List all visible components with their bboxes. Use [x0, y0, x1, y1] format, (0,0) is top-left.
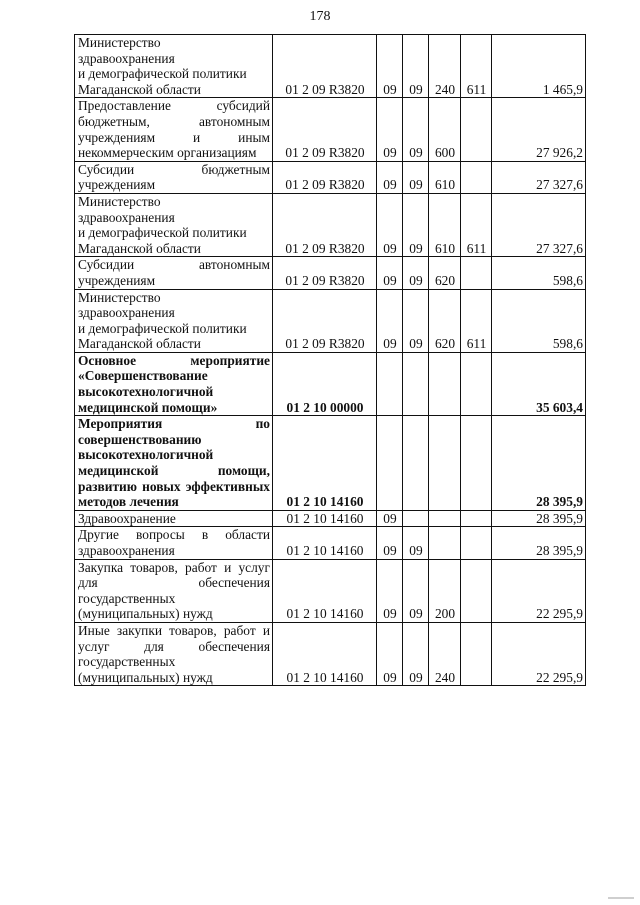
row-expense-type: 610 [429, 161, 461, 193]
row-name: Субсидии автономным учреждениям [75, 257, 273, 289]
table-row [75, 416, 586, 511]
row-amount: 27 327,6 [492, 161, 586, 193]
row-subsection: 09 [403, 35, 429, 98]
row-name: Министерство здравоохранения и демографической политики Магаданской области [75, 289, 273, 352]
row-admin-code [461, 527, 492, 559]
row-subsection [403, 510, 429, 527]
row-target-code: 01 2 10 14160 [273, 510, 377, 527]
row-admin-code: 611 [461, 289, 492, 352]
row-admin-code [461, 257, 492, 289]
row-section: 09 [377, 35, 403, 98]
row-amount: 598,6 [492, 257, 586, 289]
row-expense-type: 620 [429, 289, 461, 352]
row-target-code: 01 2 10 14160 [273, 527, 377, 559]
row-amount: 598,6 [492, 289, 586, 352]
row-target-code: 01 2 09 R3820 [273, 289, 377, 352]
row-expense-type [429, 352, 461, 415]
row-expense-type: 240 [429, 35, 461, 98]
table-row [75, 98, 586, 161]
row-expense-type: 200 [429, 559, 461, 622]
row-name: Здравоохранение [75, 510, 273, 527]
table-row [75, 35, 586, 98]
row-admin-code [461, 352, 492, 415]
row-subsection [403, 416, 429, 511]
row-section [377, 416, 403, 511]
row-section: 09 [377, 559, 403, 622]
row-name: Министерство здравоохранения и демографической политики Магаданской области [75, 193, 273, 256]
row-section: 09 [377, 257, 403, 289]
row-admin-code [461, 510, 492, 527]
row-subsection: 09 [403, 289, 429, 352]
row-section: 09 [377, 98, 403, 161]
row-subsection: 09 [403, 257, 429, 289]
row-target-code: 01 2 10 14160 [273, 559, 377, 622]
table-row [75, 527, 586, 559]
row-subsection: 09 [403, 527, 429, 559]
table-row [75, 559, 586, 622]
row-amount: 28 395,9 [492, 510, 586, 527]
row-subsection: 09 [403, 193, 429, 256]
row-expense-type: 620 [429, 257, 461, 289]
row-admin-code [461, 98, 492, 161]
row-expense-type [429, 527, 461, 559]
table-row [75, 510, 586, 527]
row-name: Иные закупки товаров, работ и услуг для обеспечения государственных (муниципальных) нужд [75, 622, 273, 685]
row-admin-code [461, 416, 492, 511]
row-name: Другие вопросы в области здравоохранения [75, 527, 273, 559]
row-amount: 22 295,9 [492, 622, 586, 685]
table-row [75, 622, 586, 685]
row-target-code: 01 2 09 R3820 [273, 98, 377, 161]
row-amount: 27 327,6 [492, 193, 586, 256]
table-row [75, 193, 586, 256]
table-row [75, 289, 586, 352]
row-section: 09 [377, 161, 403, 193]
table-row [75, 257, 586, 289]
table-row [75, 352, 586, 415]
row-section [377, 352, 403, 415]
row-subsection: 09 [403, 161, 429, 193]
row-target-code: 01 2 09 R3820 [273, 193, 377, 256]
row-subsection: 09 [403, 622, 429, 685]
scan-mark [608, 897, 634, 899]
row-amount: 27 926,2 [492, 98, 586, 161]
row-subsection: 09 [403, 98, 429, 161]
row-name: Министерство здравоохранения и демографической политики Магаданской области [75, 35, 273, 98]
row-target-code: 01 2 10 14160 [273, 416, 377, 511]
row-admin-code: 611 [461, 35, 492, 98]
table-row [75, 161, 586, 193]
row-expense-type: 240 [429, 622, 461, 685]
row-section: 09 [377, 193, 403, 256]
row-name: Закупка товаров, работ и услуг для обеспечения государственных (муниципальных) нужд [75, 559, 273, 622]
row-target-code: 01 2 10 00000 [273, 352, 377, 415]
row-amount: 28 395,9 [492, 416, 586, 511]
row-target-code: 01 2 09 R3820 [273, 161, 377, 193]
row-expense-type: 610 [429, 193, 461, 256]
row-section: 09 [377, 622, 403, 685]
row-name: Основное мероприятие «Совершенствование высокотехнологичной медицинской помощи» [75, 352, 273, 415]
row-name: Мероприятия по совершенствованию высокотехнологичной медицинской помощи, развитию новых эффективных методов лечения [75, 416, 273, 511]
row-expense-type [429, 510, 461, 527]
page-number: 178 [309, 9, 331, 24]
row-section: 09 [377, 510, 403, 527]
row-admin-code [461, 559, 492, 622]
row-section: 09 [377, 527, 403, 559]
row-subsection [403, 352, 429, 415]
row-admin-code: 611 [461, 193, 492, 256]
row-target-code: 01 2 09 R3820 [273, 257, 377, 289]
row-amount: 1 465,9 [492, 35, 586, 98]
row-amount: 22 295,9 [492, 559, 586, 622]
row-amount: 28 395,9 [492, 527, 586, 559]
row-expense-type: 600 [429, 98, 461, 161]
row-admin-code [461, 622, 492, 685]
row-amount: 35 603,4 [492, 352, 586, 415]
row-subsection: 09 [403, 559, 429, 622]
row-expense-type [429, 416, 461, 511]
row-name: Субсидии бюджетным учреждениям [75, 161, 273, 193]
row-target-code: 01 2 09 R3820 [273, 35, 377, 98]
row-admin-code [461, 161, 492, 193]
row-section: 09 [377, 289, 403, 352]
row-target-code: 01 2 10 14160 [273, 622, 377, 685]
row-name: Предоставление субсидий бюджетным, автономным учреждениям и иным некоммерческим организациям [75, 98, 273, 161]
budget-table [74, 34, 586, 686]
